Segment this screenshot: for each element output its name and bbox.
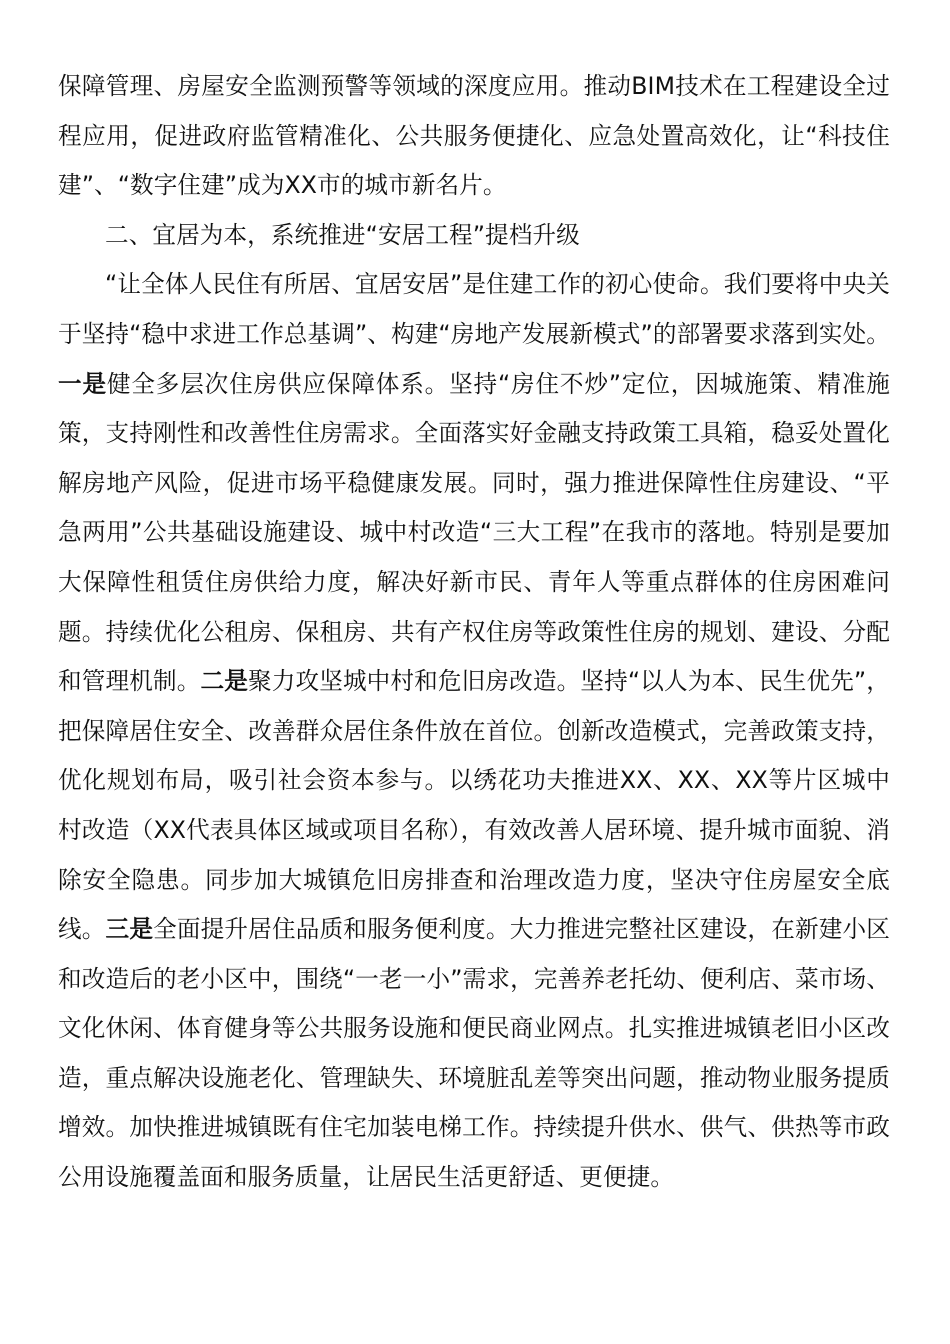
text-segment: 健全多层次住房供应保障体系。坚持“房住不炒”定位，因城施策、精准施策，支持刚性和改善性住房需求。全面落实好金融支持政策工具箱，稳妥处置化解房地产风险，促进市场平稳健康发展。同时，强力推进保障性住房建设、“平急两用”公共基础设施建设、城中村改造“三大工程”在我市的落地。特别是要加大保障性租赁住房供给力度，解决好新市民、青年人等重点群体的住房困难问题。持续优化公租房、保租房、共有产权住房等政策性住房的规划、建设、分配和管理机制。 bbox=[58, 369, 890, 696]
text-segment: “让全体人民住有所居、宜居安居”是住建工作的初心使命。我们要将中央关于坚持“稳中求进工作总基调”、构建“房地产发展新模式”的部署要求落到实处。 bbox=[58, 270, 890, 348]
section-heading bbox=[58, 211, 890, 261]
bold-marker-third: 三是 bbox=[105, 915, 154, 944]
paragraph-body bbox=[58, 260, 890, 1202]
bold-marker-second: 二是 bbox=[200, 667, 248, 696]
heading-text: 二、宜居为本，系统推进“安居工程”提档升级 bbox=[105, 220, 580, 249]
text-segment: 保障管理、房屋安全监测预警等领域的深度应用。推动BIM技术在工程建设全过程应用，促进政府监管精准化、公共服务便捷化、应急处置高效化，让“科技住建”、“数字住建”成为XX市的城市新名片。 bbox=[58, 72, 890, 200]
paragraph-intro bbox=[58, 62, 890, 211]
text-segment: 聚力攻坚城中村和危旧房改造。坚持“以人为本、民生优先”，把保障居住安全、改善群众居住条件放在首位。创新改造模式，完善政策支持，优化规划布局，吸引社会资本参与。以绣花功夫推进XX、XX、XX等片区城中村改造（XX代表具体区域或项目名称），有效改善人居环境、提升城市面貌、消除安全隐患。同步加大城镇危旧房排查和治理改造力度，坚决守住房屋安全底线。 bbox=[58, 667, 890, 944]
document-page bbox=[58, 62, 890, 1203]
bold-marker-first: 一是 bbox=[58, 369, 107, 398]
text-segment: 全面提升居住品质和服务便利度。大力推进完整社区建设，在新建小区和改造后的老小区中，围绕“一老一小”需求，完善养老托幼、便利店、菜市场、文化休闲、体育健身等公共服务设施和便民商业网点。扎实推进城镇老旧小区改造，重点解决设施老化、管理缺失、环境脏乱差等突出问题，推动物业服务提质增效。加快推进城镇既有住宅加装电梯工作。持续提升供水、供气、供热等市政公用设施覆盖面和服务质量，让居民生活更舒适、更便捷。 bbox=[58, 915, 890, 1192]
